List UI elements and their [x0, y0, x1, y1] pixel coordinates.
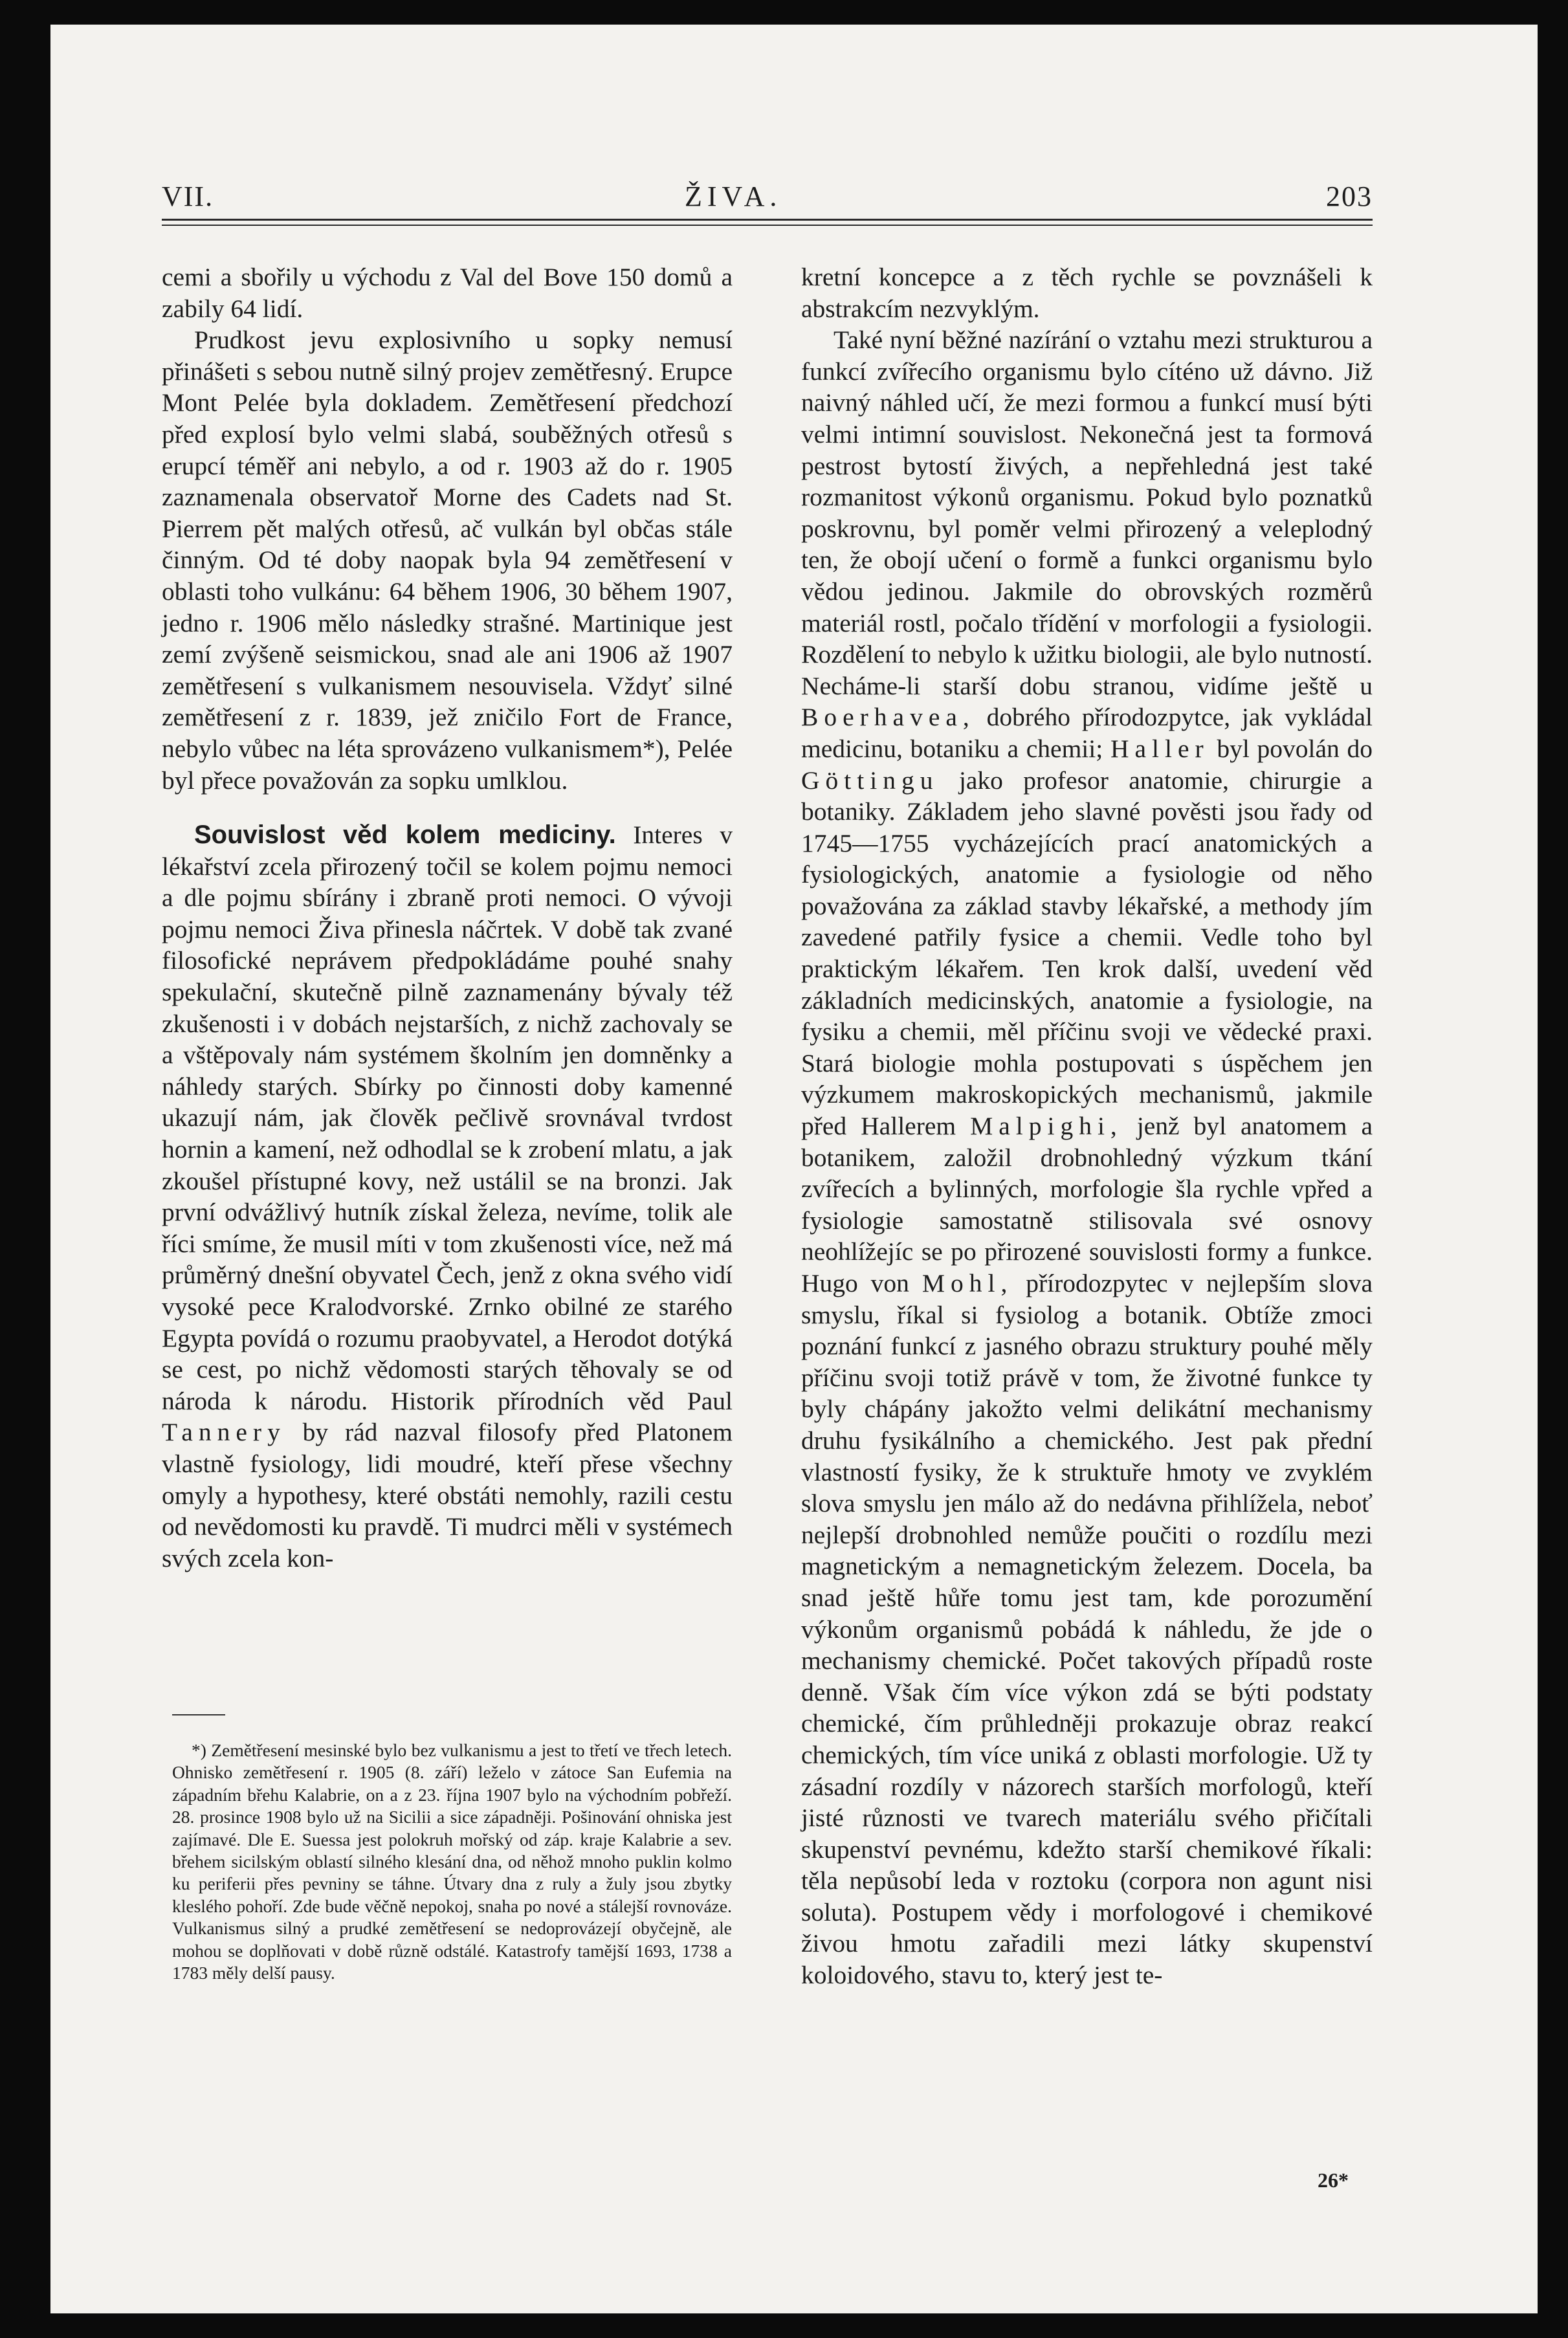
paragraph-medicine-text-a: Interes v lékařství zcela přirozený točil se kolem pojmu nemoci a dle pojmu sbírány i zbraně proti nemoci. O vývoji pojmu nemoci Živa přinesla náčrtek. V době tak zvané filosofické neprávem předpokládáme pouhé snahy spekulační, skutečně pilně zaznamenány bývaly též zkušenosti i v dobách nejstarších, z nichž zachovaly se a vštěpovaly nám systémem školním jen domněnky a náhledy starých. Sbírky po činnosti doby kamenné ukazují nám, jak člověk pečlivě srovnával tvrdost hornin a kamení, než odhodlal se k zrobení mlatu, a jak zkoušel přístupné kovy, než ustálil se na bronzi. Jak první odvážlivý hutník získal železa, nevíme, tolik ale říci smíme, že musil míti v tom zkušenosti více, než má průměrný dnešní obyvatel Čech, jenž z okna svého vidí vysoké pece Kralodvorské. Zrnko obilné ze starého Egypta povídá o rozumu praobyvatel, a Herodot dotýká se cest, po nichž vědomosti starých těhovaly se od národa k národu. Historik přírodních věd Paul	[162, 821, 733, 1415]
section-heading: Souvislost věd kolem mediciny.	[194, 821, 616, 850]
name-haller: Haller	[1110, 734, 1209, 763]
paragraph-medicine	[162, 819, 733, 1574]
name-gottingen: Göttingu	[801, 766, 939, 795]
header-rule-top	[162, 219, 1373, 221]
footnote	[172, 1739, 732, 1984]
left-column	[162, 261, 733, 1574]
text-e: jenž byl anatomem a botanikem, založil drobnohledný výzkum tkání zvířecích a bylinných, morfologie šla rychle vpřed a fysiologie samostatně stilisovala své osnovy neohlížejíc se po přirozené souvislosti formy a funkce. Hugo von	[801, 1112, 1373, 1297]
paragraph-continuation-right: kretní koncepce a z těch rychle se povznášeli k abstrakcím nezvyklým.	[801, 263, 1373, 323]
paragraph-mont-pelee: Prudkost jevu explosivního u sopky nemusí přinášeti s sebou nutně silný projev zemětřesný. Erupce Mont Pelée byla dokladem. Zemětřesení předchozí před explosí bylo velmi slabá, souběžných otřesů s erupcí téměř ani nebylo, a od r. 1903 až do r. 1905 zaznamenala observatoř Morne des Cadets nad St. Pierrem pět malých otřesů, ač vulkán byl občas stále činným. Od té doby naopak byla 94 zemětřesení v oblasti toho vulkánu: 64 během 1906, 30 během 1907, jedno r. 1906 mělo následky strašné. Martinique jest zemí zvýšeně seismickou, snad ale ani 1906 až 1907 zemětřesení s vulkanismem nesouvisela. Vždyť silné zemětřesení z r. 1839, jež zničilo Fort de France, nebylo vůbec na léta sprovázeno vulkanismem*), Pelée byl přece považován za sopku umlklou.	[162, 325, 733, 795]
volume-number: VII.	[162, 181, 214, 212]
text-b: dobrého přírodozpytce, jak vykládal medicinu, botaniku a chemii;	[801, 703, 1373, 763]
paragraph-continuation: cemi a sbořily u východu z Val del Bove 150 domů a zabily 64 lidí.	[162, 263, 733, 323]
running-header	[162, 180, 1373, 216]
text-d: jako profesor anatomie, chirurgie a botaniky. Základem jeho slavné pověsti jsou řady od 1745—1755 vycházejících prací anatomických a fysiologických, anatomie a fysiologie od něho považována za základ stavby lékařské, a methody jím zavedené patřily fysice a chemii. Vedle toho byl praktickým lékařem. Ten krok další, uvedení věd základních medicinských, anatomie a fysiologie, na fysiku a chemii, měl příčinu svoji ve vědecké praxi. Stará biologie mohla postupovati s úspěchem jen výzkumem makroskopických mechanismů, jakmile před Hallerem	[801, 766, 1373, 1141]
right-column	[801, 261, 1373, 1991]
header-rule-bottom	[162, 225, 1373, 226]
text-a: Také nyní běžné nazírání o vztahu mezi strukturou a funkcí zvířecího organismu bylo cíténo už dávno. Již naivný náhled učí, že mezi formou a funkcí musí býti velmi intimní souvislost. Nekonečná jest ta formová pestrost bytostí živých, a nepřehledná jest také rozmanitost výkonů organismu. Pokud bylo poznatků poskrovnu, byl poměr velmi přirozený a veleplodný ten, že obojí učení o formě a funkci organismu bylo vědou jedinou. Jakmile do obrovských rozměrů materiál rostl, počalo třídění v morfologii a fysiologii. Rozdělení to nebylo k užitku biologii, ale bylo nutností. Necháme-li starší dobu stranou, vidíme ještě u	[801, 325, 1373, 700]
page-number: 203	[1326, 181, 1373, 212]
journal-title: ŽIVA.	[685, 181, 782, 212]
name-tannery: Tannery	[162, 1418, 286, 1447]
name-malpighi: Malpighi,	[970, 1112, 1123, 1141]
paragraph-structure-function	[801, 324, 1373, 1991]
text-f: přírodozpytec v nejlepším slova smyslu, říkal si fysiolog a botanik. Obtíže zmoci poznání funkcí z jasného obrazu struktury pouhé měly příčinu svoji totiž právě v tom, že životné funkce ty byly chápány jakožto velmi delikátní mechanismy druhu fysikálního a chemického. Jest pak přední vlastností fysiky, že k struktuře hmoty ve zvyklém slova smyslu jen málo až do nedávna přihlížela, neboť nejlepší drobnohled nemůže poučiti o rozdílu mezi magnetickým a nemagnetickým železem. Docela, ba snad ještě hůře tomu jest tam, kde porozumění výkonům organismů pobádá k náhledu, že jde o mechanismy chemické. Počet takových případů roste denně. Však čím více výkon zdá se býti podstaty chemické, čím průhledněji prokazuje obraz reakcí chemických, tím více uniká z oblasti morfologie. Už ty zásadní rozdíly v názorech starších morfologů, kteří jisté různosti ve tvarech materiálu svého přičítali skupenství pevnému, kdežto starší chemikové říkali: těla nepůsobí leda v roztoku (corpora non agunt nisi soluta). Postupem vědy i morfologové i chemikové živou hmotu zařadili mezi látky skupenství koloidového, stavu to, který jest te-	[801, 1269, 1373, 1990]
footnote-text: *) Zemětřesení mesinské bylo bez vulkanismu a jest to třetí ve třech letech. Ohnisko zemětřesení r. 1905 (8. září) leželo v zátoce San Eufemia na západním břehu Kalabrie, on a z 23. října 1907 bylo na východním pobřeží. 28. prosince 1908 bylo už na Sicilii a sice západněji. Pošinování ohniska jest zajímavé. Dle E. Suessa jest polokruh mořský od záp. kraje Kalabrie a sev. břehem sicilským oblastí silného klesání dna, od něhož mnoho puklin kolmo ku periferii přes pevniny se táhne. Útvary dna z ruly a žuly jsou zbytky kleslého pohoří. Zde bude věčně nepokoj, snaha po nové a stálejší rovnováze. Vulkanismus silný a prudké zemětřesení se nedoprovázejí obyčejně, ale mohou se doplňovati v době různě odstálé. Katastrofy tamější 1693, 1738 a 1783 měly delší pausy.	[172, 1740, 732, 1983]
text-c: byl povolán do	[1217, 734, 1373, 763]
paragraph-medicine-text-b: by rád nazval filosofy před Platonem vlastně fysiology, lidi moudré, kteří přese všechny omyly a hypothesy, které obstáti nemohly, razili cestu od nevědomosti ku pravdě. Ti mudrci měli v systémech svých zcela kon-	[162, 1418, 733, 1572]
page-scan	[50, 25, 1538, 2313]
name-mohl: Mohl,	[922, 1269, 1013, 1297]
name-boerhaave: Boerhavea,	[801, 703, 975, 732]
footnote-rule	[172, 1714, 225, 1715]
printer-signature: 26*	[1318, 2168, 1349, 2192]
